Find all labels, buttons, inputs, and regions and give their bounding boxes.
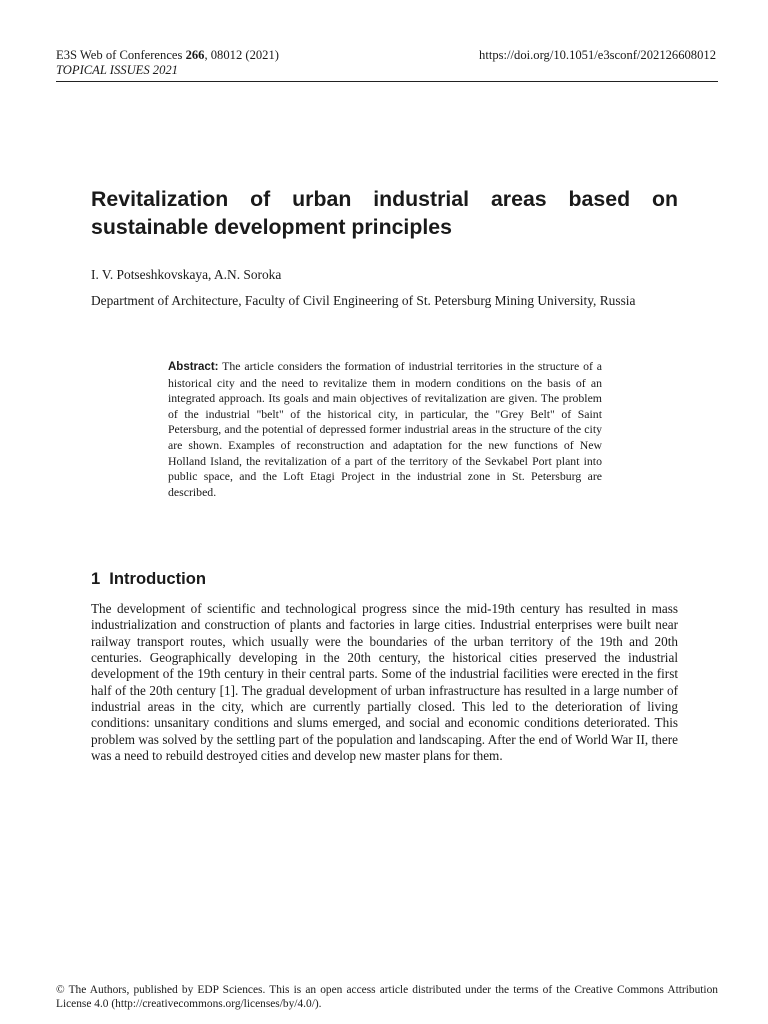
section-title: Introduction	[109, 569, 207, 588]
license-notice: © The Authors, published by EDP Sciences. This is an open access article distributed under the terms of the Creative Commons Attribution License 4.0 (http://creativecommons.org/licenses/by/4.0/).	[56, 984, 718, 1010]
doi-link[interactable]: https://doi.org/10.1051/e3sconf/202126608012	[479, 48, 716, 62]
topical-issue-label: TOPICAL ISSUES 2021	[56, 63, 178, 77]
abstract-label: Abstract:	[168, 361, 219, 373]
page-header	[56, 48, 718, 78]
author-list: I. V. Potseshkovskaya, A.N. Soroka	[91, 267, 282, 282]
abstract	[168, 359, 602, 500]
header-rule	[56, 81, 718, 82]
section-heading-introduction	[91, 569, 206, 589]
abstract-text: The article considers the formation of industrial territories in the structure of a historical city and the need to revitalize them in modern conditions on the basis of an integrated approach. Its goals and main objectives of revitalization are given. The problem of the industrial "belt" of the historical city, in particular, the "Grey Belt" of Saint Petersburg, and the potential of depressed former industrial areas in the structure of the city are shown. Examples of reconstruction and adaptation for the new functions of New Holland Island, the revitalization of a part of the territory of the Sevkabel Port plant into public space, and the Loft Etagi Project in the industrial zone in St. Petersburg are described.	[168, 359, 602, 499]
section-number: 1	[91, 569, 101, 588]
journal-name: E3S Web of Conferences	[56, 48, 186, 62]
article-number: , 08012 (2021)	[204, 48, 279, 62]
author-affiliation: Department of Architecture, Faculty of Civil Engineering of St. Petersburg Mining University, Russia	[91, 293, 636, 308]
volume-number: 266	[185, 48, 205, 62]
introduction-paragraph: The development of scientific and technological progress since the mid-19th century has resulted in mass industrialization and construction of plants and factories in large cities. Industrial enterprises were built near railway transport routes, which usually were the boundaries of the urban territory of the 19th and 20th centuries. Geographically developing in the 20th century, the historical cities preserved the industrial development of the 19th century in their central parts. Some of the industrial facilities were erected in the first half of the 20th century [1]. The gradual development of urban infrastructure has resulted in a large number of industrial areas in the city, which are currently partially closed. This led to the deterioration of living conditions: unsanitary conditions and slums emerged, and social and economic conditions deteriorated. This problem was solved by the settling part of the population and landscaping. After the end of World War II, there was a need to rebuild destroyed cities and develop new master plans for them.	[91, 601, 678, 764]
paper-title: Revitalization of urban industrial areas based on sustainable development principles	[91, 187, 678, 239]
